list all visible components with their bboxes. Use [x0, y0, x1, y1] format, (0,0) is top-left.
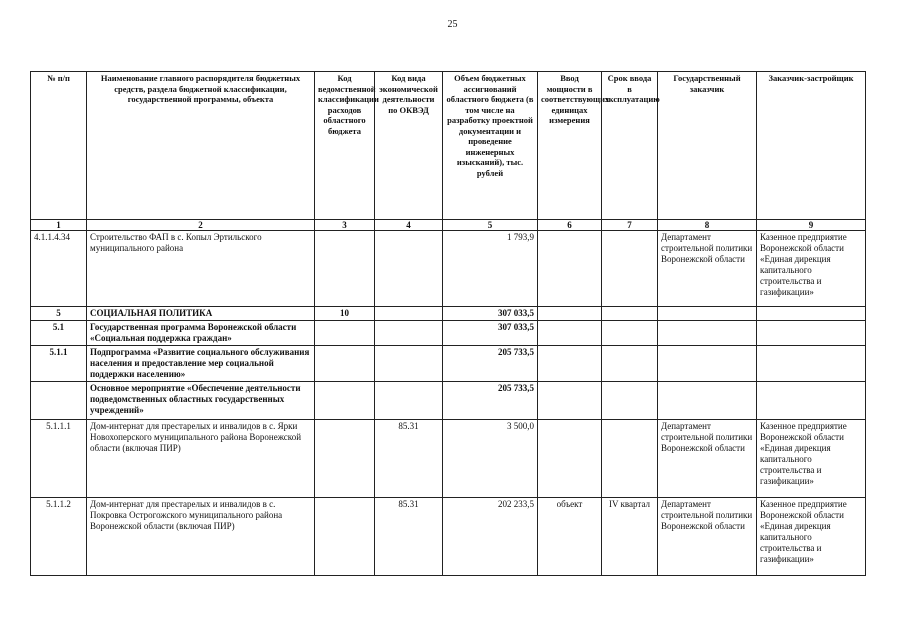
dept-code: 10	[315, 307, 375, 321]
developer: Казенное предприятие Воронежской области «Единая дирекция капитального строительства и газификации»	[757, 420, 866, 498]
column-number: 4	[375, 220, 443, 231]
header-cell: Государственный заказчик	[658, 72, 757, 220]
amount: 307 033,5	[443, 307, 538, 321]
column-number: 6	[538, 220, 602, 231]
developer	[757, 307, 866, 321]
header-cell: Заказчик-застройщик	[757, 72, 866, 220]
table-row	[31, 231, 866, 307]
table-row	[31, 382, 866, 420]
dept-code	[315, 231, 375, 307]
customer: Департамент строительной политики Воронежской области	[658, 498, 757, 576]
capacity	[538, 231, 602, 307]
header-cell: Объем бюджетных ассигнований областного бюджета (в том числе на разработку проектной документации и проведение инженерных изысканий), тыс. рублей	[443, 72, 538, 220]
row-number: 5.1.1.2	[31, 498, 87, 576]
capacity	[538, 420, 602, 498]
term	[602, 346, 658, 382]
column-number: 9	[757, 220, 866, 231]
customer: Департамент строительной политики Воронежской области	[658, 231, 757, 307]
row-number: 5.1.1.1	[31, 420, 87, 498]
okved-code	[375, 231, 443, 307]
okved-code: 85.31	[375, 420, 443, 498]
amount: 1 793,9	[443, 231, 538, 307]
column-number: 7	[602, 220, 658, 231]
developer	[757, 321, 866, 346]
row-number: 4.1.1.4.34	[31, 231, 87, 307]
dept-code	[315, 346, 375, 382]
developer: Казенное предприятие Воронежской области «Единая дирекция капитального строительства и газификации»	[757, 498, 866, 576]
amount: 202 233,5	[443, 498, 538, 576]
column-number: 8	[658, 220, 757, 231]
okved-code	[375, 321, 443, 346]
object-name: Подпрограмма «Развитие социального обслуживания населения и предоставление мер социальной поддержки населению»	[87, 346, 315, 382]
column-number: 1	[31, 220, 87, 231]
budget-table	[30, 71, 866, 576]
customer	[658, 307, 757, 321]
object-name: Строительство ФАП в с. Копыл Эртильского муниципального района	[87, 231, 315, 307]
row-number: 5.1.1	[31, 346, 87, 382]
header-row	[31, 72, 866, 220]
table-row	[31, 307, 866, 321]
amount: 307 033,5	[443, 321, 538, 346]
dept-code	[315, 382, 375, 420]
header-cell: Срок ввода в эксплуатацию	[602, 72, 658, 220]
term	[602, 307, 658, 321]
column-number: 3	[315, 220, 375, 231]
amount: 205 733,5	[443, 346, 538, 382]
row-number: 5	[31, 307, 87, 321]
term	[602, 231, 658, 307]
term: IV квартал	[602, 498, 658, 576]
developer	[757, 346, 866, 382]
capacity	[538, 307, 602, 321]
object-name: Дом-интернат для престарелых и инвалидов в с. Покровка Острогожского муниципального района Воронежской области (включая ПИР)	[87, 498, 315, 576]
customer	[658, 321, 757, 346]
developer: Казенное предприятие Воронежской области «Единая дирекция капитального строительства и газификации»	[757, 231, 866, 307]
object-name: Основное мероприятие «Обеспечение деятельности подведомственных областных государственных учреждений»	[87, 382, 315, 420]
header-cell: Код вида экономической деятельности по ОКВЭД	[375, 72, 443, 220]
column-number-row	[31, 220, 866, 231]
customer	[658, 382, 757, 420]
okved-code	[375, 346, 443, 382]
term	[602, 420, 658, 498]
capacity	[538, 346, 602, 382]
term	[602, 382, 658, 420]
okved-code	[375, 307, 443, 321]
header-cell: Код ведомственной классификации расходов областного бюджета	[315, 72, 375, 220]
table-row	[31, 498, 866, 576]
developer	[757, 382, 866, 420]
customer	[658, 346, 757, 382]
table-row	[31, 346, 866, 382]
capacity	[538, 382, 602, 420]
term	[602, 321, 658, 346]
header-cell: Наименование главного распорядителя бюджетных средств, раздела бюджетной классификации, государственной программы, объекта	[87, 72, 315, 220]
customer: Департамент строительной политики Воронежской области	[658, 420, 757, 498]
capacity: объект	[538, 498, 602, 576]
row-number	[31, 382, 87, 420]
dept-code	[315, 321, 375, 346]
okved-code	[375, 382, 443, 420]
dept-code	[315, 498, 375, 576]
header-cell: № п/п	[31, 72, 87, 220]
amount: 3 500,0	[443, 420, 538, 498]
amount: 205 733,5	[443, 382, 538, 420]
page-number: 25	[447, 19, 458, 30]
column-number: 2	[87, 220, 315, 231]
header-cell: Ввод мощности в соответствующих единицах измерения	[538, 72, 602, 220]
object-name: Дом-интернат для престарелых и инвалидов в с. Ярки Новохоперского муниципального района Воронежской области (включая ПИР)	[87, 420, 315, 498]
okved-code: 85.31	[375, 498, 443, 576]
object-name: СОЦИАЛЬНАЯ ПОЛИТИКА	[87, 307, 315, 321]
object-name: Государственная программа Воронежской области «Социальная поддержка граждан»	[87, 321, 315, 346]
row-number: 5.1	[31, 321, 87, 346]
column-number: 5	[443, 220, 538, 231]
table-row	[31, 321, 866, 346]
dept-code	[315, 420, 375, 498]
table-row	[31, 420, 866, 498]
capacity	[538, 321, 602, 346]
